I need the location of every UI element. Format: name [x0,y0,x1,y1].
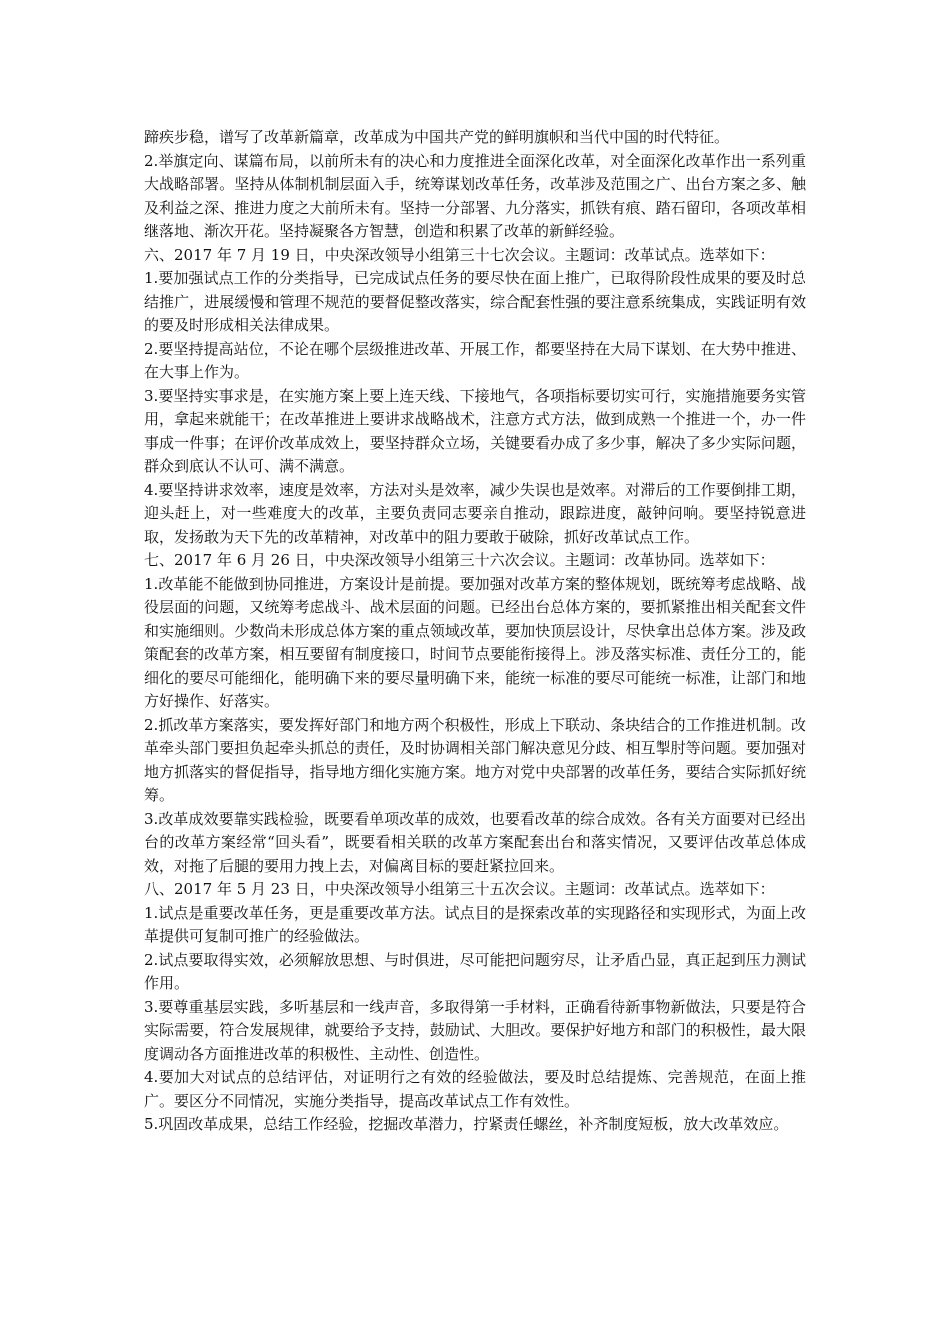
paragraph-item-1: 1.试点是重要改革任务，更是重要改革方法。试点目的是探索改革的实现路径和实现形式，为面上改革提供可复制可推广的经验做法。 [144,903,806,945]
paragraph-item-4: 4.要坚持讲求效率，速度是效率，方法对头是效率，减少失误也是效率。对滞后的工作要倒排工期，迎头赶上，对一些难度大的改革，主要负责同志要亲自推动，跟踪进度，敲钟问响。要坚持锐意进取，发扬敢为天下先的改革精神，对改革中的阻力要敢于破除，抓好改革试点工作。 [144,480,806,546]
paragraph-item-3: 3.要尊重基层实践，多听基层和一线声音，多取得第一手材料，正确看待新事物新做法，只要是符合实际需要，符合发展规律，就要给予支持，鼓励试、大胆改。要保护好地方和部门的积极性，最大限度调动各方面推进改革的积极性、主动性、创造性。 [144,997,806,1063]
paragraph-item-2: 2.要坚持提高站位，不论在哪个层级推进改革、开展工作，都要坚持在大局下谋划、在大势中推进、在大事上作为。 [144,339,806,381]
section-heading-7: 七、2017 年 6 月 26 日，中央深改领导小组第三十六次会议。主题词：改革协同。选萃如下： [144,551,775,569]
paragraph-item-2: 2.举旗定向、谋篇布局，以前所未有的决心和力度推进全面深化改革，对全面深化改革作出一系列重大战略部署。坚持从体制机制层面入手，统筹谋划改革任务，改革涉及范围之广、出台方案之多、触及利益之深、推进力度之大前所未有。坚持一分部署、九分落实，抓铁有痕、踏石留印，各项改革相继落地、渐次开花。坚持凝聚各方智慧，创造和积累了改革的新鲜经验。 [144,151,806,240]
paragraph-continuation: 蹄疾步稳，谱写了改革新篇章，改革成为中国共产党的鲜明旗帜和当代中国的时代特征。 [144,128,730,146]
document-body [144,126,806,1137]
paragraph-item-1: 1.改革能不能做到协同推进，方案设计是前提。要加强对改革方案的整体规划，既统筹考虑战略、战役层面的问题，又统筹考虑战斗、战术层面的问题。已经出台总体方案的，要抓紧推出相关配套文件和实施细则。少数尚未形成总体方案的重点领域改革，要加快顶层设计，尽快拿出总体方案。涉及政策配套的改革方案，相互要留有制度接口，时间节点要能衔接得上。涉及落实标准、责任分工的，能细化的要尽可能细化，能明确下来的要尽量明确下来，能统一标准的要尽可能统一标准，让部门和地方好操作、好落实。 [144,574,806,710]
paragraph-item-3: 3.改革成效要靠实践检验，既要看单项改革的成效，也要看改革的综合成效。各有关方面要对已经出台的改革方案经常“回头看”，既要看相关联的改革方案配套出台和落实情况，又要评估改革总体成效，对拖了后腿的要用力拽上去，对偏离目标的要赶紧拉回来。 [144,809,806,875]
paragraph-item-3: 3.要坚持实事求是，在实施方案上要上连天线、下接地气，各项指标要切实可行，实施措施要务实管用，拿起来就能干；在改革推进上要讲求战略战术，注意方式方法，做到成熟一个推进一个，办一件事成一件事；在评价改革成效上，要坚持群众立场，关键要看办成了多少事，解决了多少实际问题，群众到底认不认可、满不满意。 [144,386,806,475]
section-heading-6: 六、2017 年 7 月 19 日，中央深改领导小组第三十七次会议。主题词：改革试点。选萃如下： [144,245,775,264]
section-heading-8: 八、2017 年 5 月 23 日，中央深改领导小组第三十五次会议。主题词：改革试点。选萃如下： [144,880,775,898]
paragraph-item-2: 2.抓改革方案落实，要发挥好部门和地方两个积极性，形成上下联动、条块结合的工作推进机制。改革牵头部门要担负起牵头抓总的责任，及时协调相关部门解决意见分歧、相互掣肘等问题。要加强对地方抓落实的督促指导，指导地方细化实施方案。地方对党中央部署的改革任务，要结合实际抓好统筹。 [144,715,806,804]
paragraph-item-4: 4.要加大对试点的总结评估，对证明行之有效的经验做法，要及时总结提炼、完善规范，在面上推广。要区分不同情况，实施分类指导，提高改革试点工作有效性。 [144,1068,806,1110]
paragraph-item-5: 5.巩固改革成果，总结工作经验，挖掘改革潜力，拧紧责任螺丝，补齐制度短板，放大改革效应。 [144,1115,789,1133]
paragraph-item-2: 2.试点要取得实效，必须解放思想、与时俱进，尽可能把问题穷尽，让矛盾凸显，真正起到压力测试作用。 [144,950,806,992]
paragraph-item-1: 1.要加强试点工作的分类指导，已完成试点任务的要尽快在面上推广，已取得阶段性成果的要及时总结推广，进展缓慢和管理不规范的要督促整改落实，综合配套性强的要注意系统集成，实践证明有效的要及时形成相关法律成果。 [144,269,806,334]
